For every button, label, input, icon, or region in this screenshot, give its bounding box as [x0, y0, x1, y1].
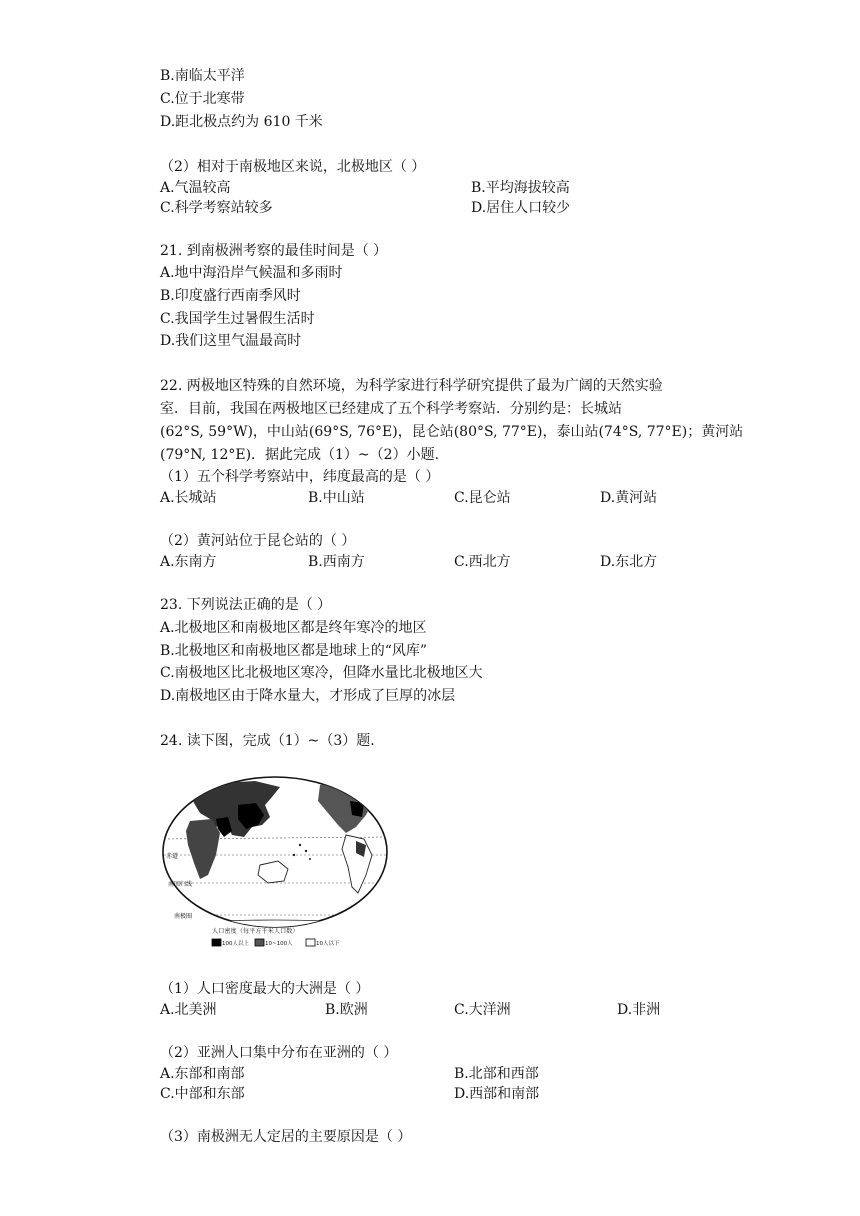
q22-sub2-option-c: C.西北方: [454, 554, 511, 570]
q21-option-d: D.我们这里气温最高时: [160, 333, 302, 349]
legend-title: 人口密度（每平方千米人口数）: [212, 928, 299, 935]
q23-option-b: B.北极地区和南极地区都是地球上的“风库”: [160, 643, 428, 659]
q22-sub1-stem: （1）五个科学考察站中，纬度最高的是（ ）: [160, 469, 440, 485]
q22-sub1-option-c: C.昆仑站: [454, 490, 511, 506]
q24-sub1-stem: （1）人口密度最大的大洲是（ ）: [160, 981, 370, 997]
q20-sub2-option-a: A.气温较高: [160, 180, 231, 196]
q22-sub2-option-d: D.东北方: [600, 554, 658, 570]
map-label-tropic: 南回归线: [168, 881, 193, 888]
q20-sub2-option-c: C.科学考察站较多: [160, 200, 273, 216]
map-label-antarctic: 南极圈: [174, 913, 193, 920]
island-dot: [305, 850, 307, 852]
q24-sub2-option-c: C.中部和东部: [160, 1086, 245, 1102]
q24-sub2-option-d: D.西部和南部: [454, 1086, 540, 1102]
population-density-map: [160, 775, 390, 953]
q20-option-b: B.南临太平洋: [160, 68, 245, 84]
q24-sub2-option-a: A.东部和南部: [160, 1066, 245, 1082]
q23-option-d: D.南极地区由于降水量大，才形成了巨厚的冰层: [160, 688, 456, 704]
q21-stem: 21. 到南极洲考察的最佳时间是（ ）: [160, 243, 388, 259]
q22-sub1-option-d: D.黄河站: [600, 490, 658, 506]
q22-stem-line1: 22. 两极地区特殊的自然环境，为科学家进行科学研究提供了最为广阔的天然实验: [160, 378, 663, 394]
q20-sub2-stem: （2）相对于南极地区来说，北极地区（ ）: [160, 159, 426, 175]
q20-option-d: D.距北极点约为 610 千米: [160, 114, 323, 130]
island-dot: [293, 854, 295, 856]
q24-sub2-option-b: B.北部和西部: [454, 1066, 539, 1082]
q20-sub2-option-d: D.居住人口较少: [471, 200, 571, 216]
q22-sub2-stem: （2）黄河站位于昆仑站的（ ）: [160, 533, 356, 549]
legend-swatch-high: [212, 939, 221, 946]
q22-stem-line2: 室．目前，我国在两极地区已经建成了五个科学考察站．分别约是：长城站: [160, 401, 622, 417]
q22-stem-line4: (79°N, 12°E)．据此完成（1）~（2）小题．: [160, 447, 449, 463]
q24-sub2-stem: （2）亚洲人口集中分布在亚洲的（ ）: [160, 1045, 398, 1061]
q24-sub1-option-d: D.非洲: [617, 1002, 661, 1018]
q24-sub3-stem: （3）南极洲无人定居的主要原因是（ ）: [160, 1129, 412, 1145]
q21-option-a: A.地中海沿岸气候温和多雨时: [160, 265, 343, 281]
q23-option-c: C.南极地区比北极地区寒冷，但降水量比北极地区大: [160, 665, 483, 681]
legend-swatch-low: [306, 939, 315, 946]
q20-sub2-option-b: B.平均海拔较高: [471, 180, 570, 196]
q21-option-c: C.我国学生过暑假生活时: [160, 311, 315, 327]
legend-label-high: 100人以上: [222, 941, 249, 947]
island-dot: [299, 844, 301, 846]
q24-stem: 24. 读下图，完成（1）~（3）题．: [160, 733, 385, 749]
map-label-equator: 赤道: [166, 853, 179, 860]
q23-option-a: A.北极地区和南极地区都是终年寒冷的地区: [160, 620, 427, 636]
antarctica-shape: [160, 920, 390, 953]
island-dot: [309, 858, 311, 860]
q24-sub1-option-c: C.大洋洲: [454, 1002, 511, 1018]
q22-sub1-option-b: B.中山站: [308, 490, 365, 506]
q20-option-c: C.位于北寒带: [160, 91, 245, 107]
q21-option-b: B.印度盛行西南季风时: [160, 288, 301, 304]
q23-stem: 23. 下列说法正确的是（ ）: [160, 597, 332, 613]
q22-sub2-option-b: B.西南方: [308, 554, 365, 570]
legend-label-mid: 10~100人: [265, 941, 293, 947]
legend-swatch-mid: [255, 939, 264, 946]
legend-label-low: 10人以下: [316, 941, 340, 947]
q24-sub1-option-a: A.北美洲: [160, 1002, 217, 1018]
q22-stem-line3: (62°S, 59°W)，中山站(69°S, 76°E)，昆仑站(80°S, 77°E)，泰山站(74°S, 77°E)；黄河站: [160, 424, 744, 440]
q22-sub1-option-a: A.长城站: [160, 490, 217, 506]
q22-sub2-option-a: A.东南方: [160, 554, 217, 570]
q24-sub1-option-b: B.欧洲: [325, 1002, 368, 1018]
north-america-dense-shape: [350, 801, 364, 817]
